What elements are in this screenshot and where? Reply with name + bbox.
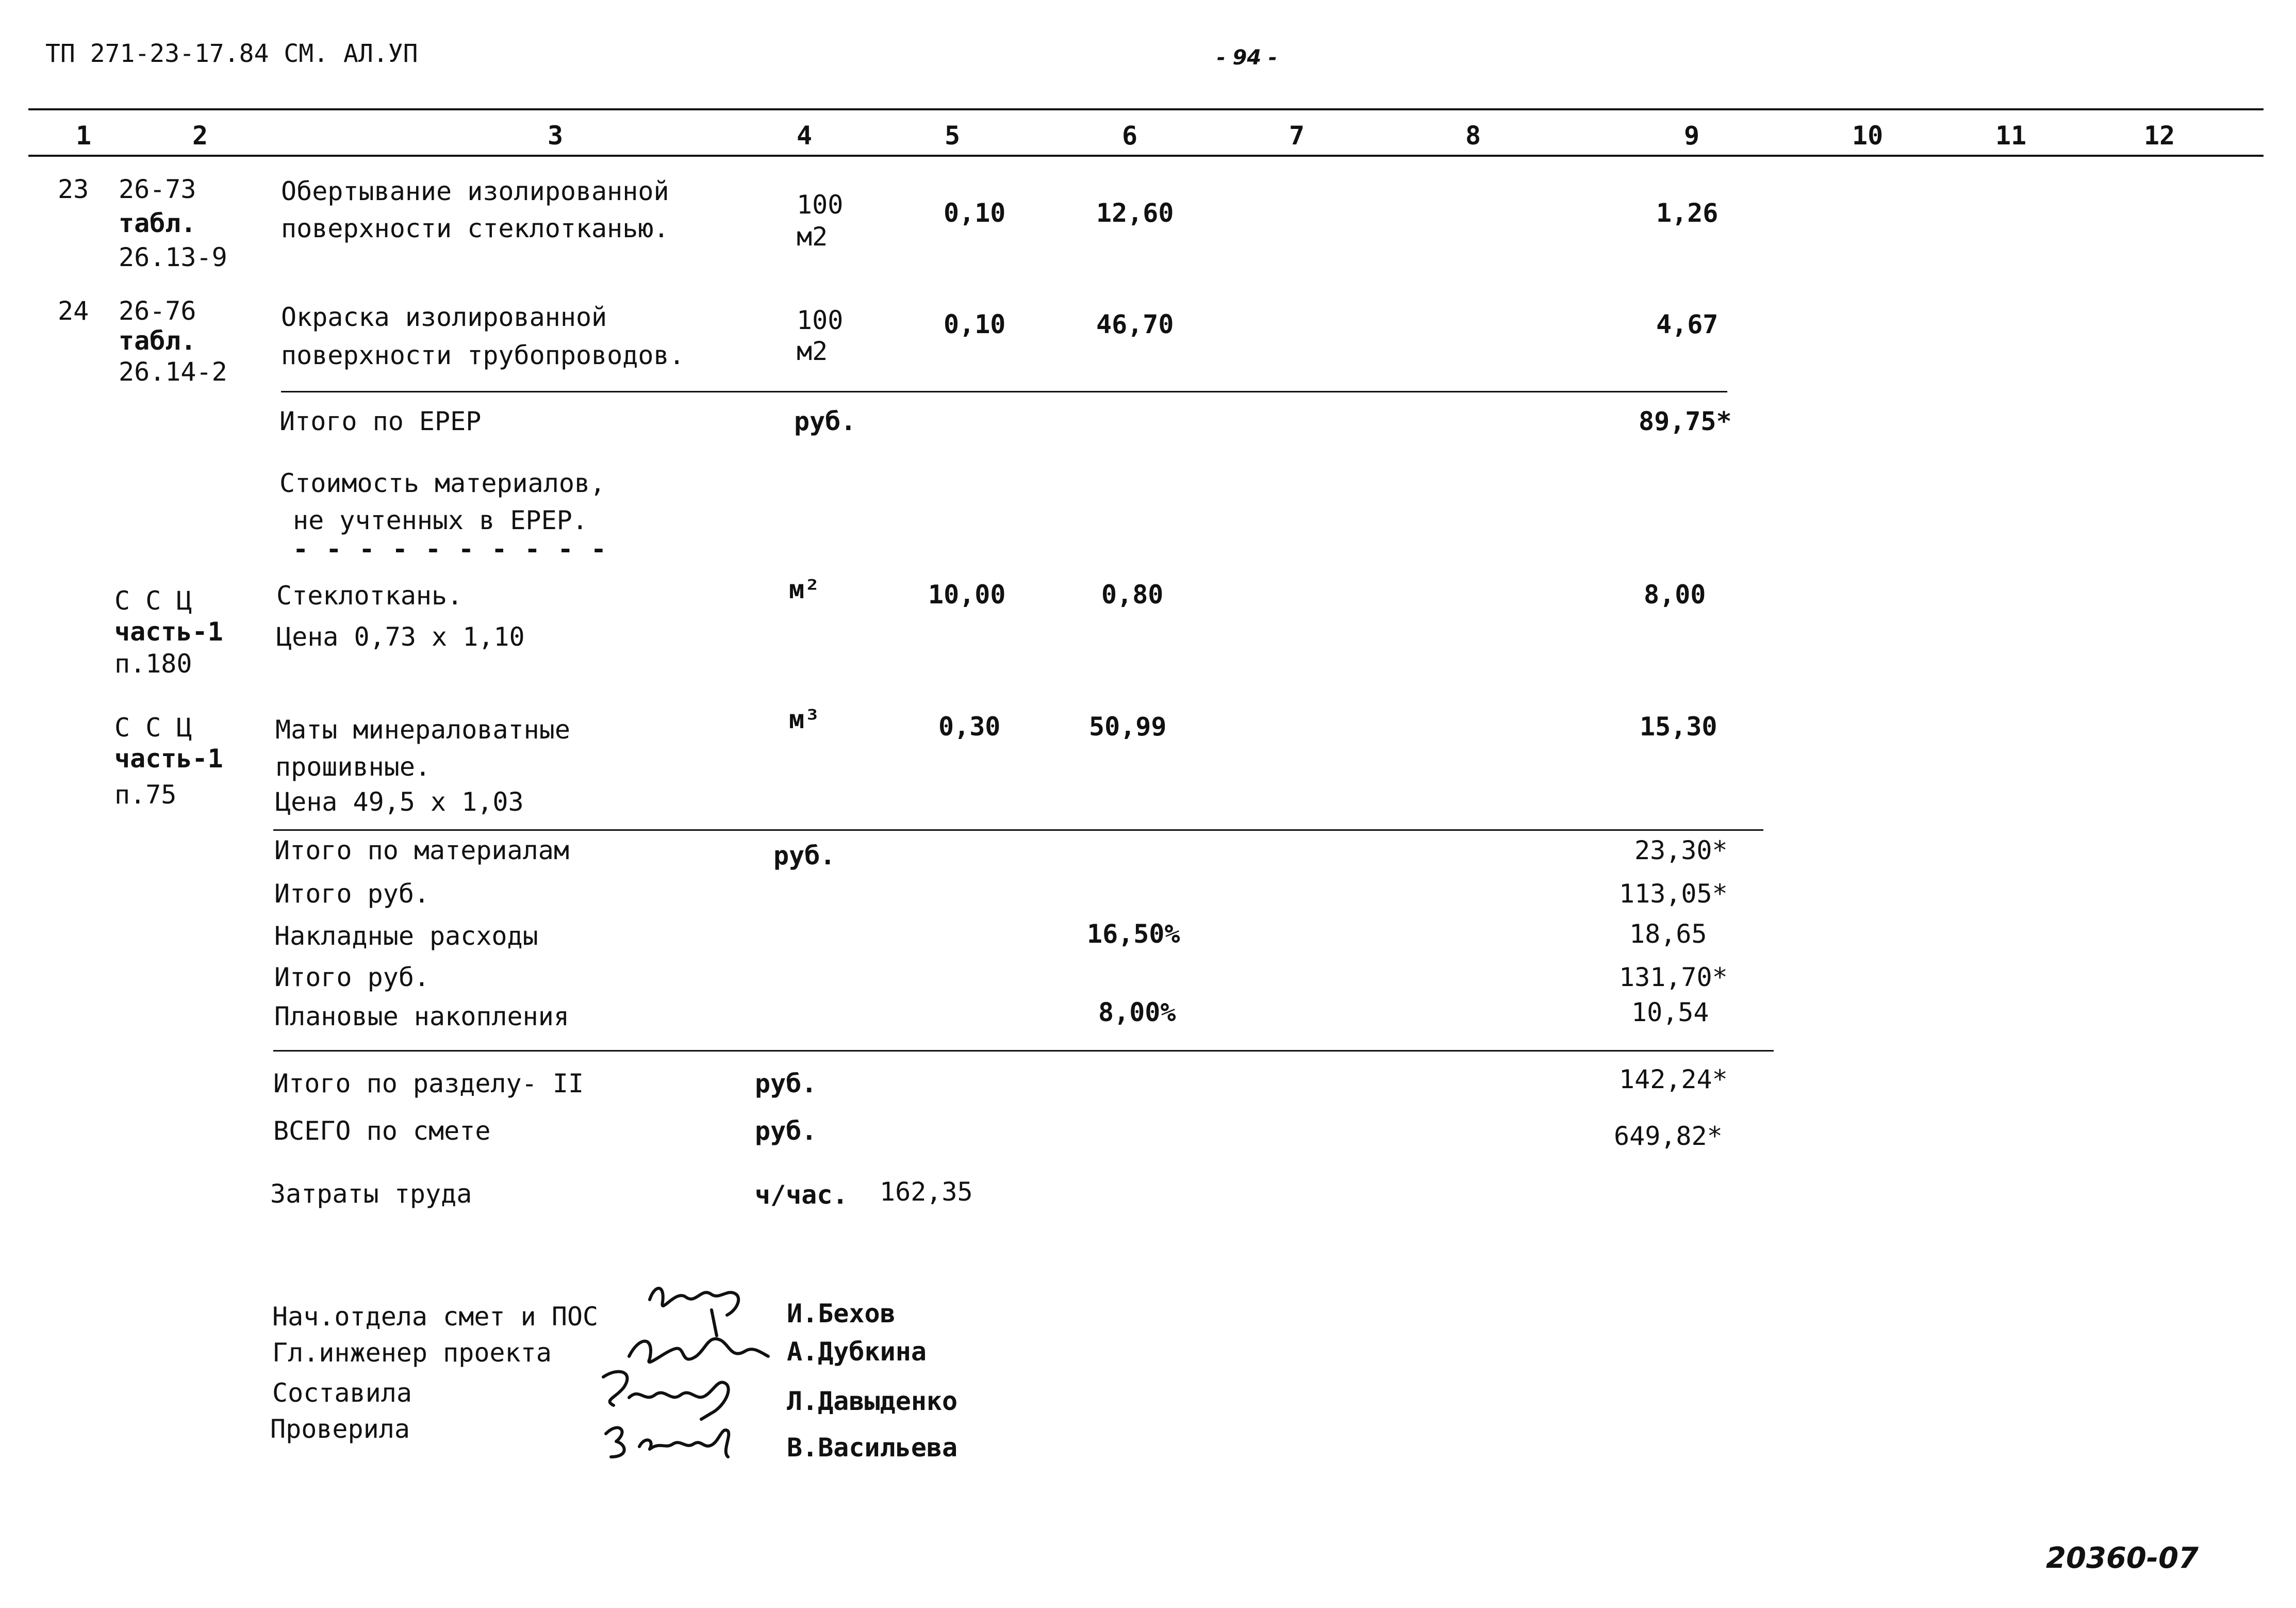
norm-ref: 26-76: [119, 296, 196, 326]
unit: 100: [797, 190, 844, 220]
column-number: 9: [1684, 121, 1700, 151]
norm-ref: 26.13-9: [119, 242, 227, 272]
material-price: 0,80: [1101, 580, 1164, 610]
signatory-name: В.Васильева: [787, 1433, 958, 1463]
grand-total-label: ВСЕГО по смете: [273, 1116, 491, 1146]
material-quantity: 10,00: [928, 580, 1006, 610]
summary-total: 23,30*: [1634, 835, 1728, 865]
summary-total: 18,65: [1629, 919, 1707, 949]
material-name: Маты минераловатные: [275, 715, 570, 745]
material-name: Цена 0,73 х 1,10: [276, 622, 525, 652]
price-ref: п.75: [114, 780, 177, 810]
materials-heading: Стоимость материалов,: [279, 468, 606, 498]
material-total: 8,00: [1644, 580, 1706, 610]
work-name: Обертывание изолированной: [281, 176, 669, 206]
column-number: 3: [548, 121, 564, 151]
column-number: 4: [797, 121, 813, 151]
price-ref: С С Ц: [114, 713, 192, 743]
material-name: прошивные.: [275, 752, 431, 782]
unit-price: 12,60: [1096, 198, 1174, 228]
price-ref: часть-1: [114, 617, 223, 647]
norm-ref: 26-73: [119, 174, 196, 204]
materials-total-rule: [273, 829, 1763, 831]
labor-label: Затраты труда: [270, 1179, 472, 1209]
signatory-name: Л.Давыденко: [787, 1386, 958, 1416]
material-total: 15,30: [1640, 712, 1717, 742]
unit: м2: [797, 336, 828, 366]
signatory-role: Гл.инженер проекта: [272, 1338, 552, 1368]
materials-heading: не учтенных в ЕРЕР.: [293, 505, 588, 535]
column-number: 2: [192, 121, 208, 151]
column-number: 12: [2144, 121, 2175, 151]
section-total-label: Итого по разделу- II: [273, 1069, 584, 1098]
summary-label: Накладные расходы: [274, 921, 538, 951]
total-cost: 4,67: [1656, 309, 1719, 339]
material-unit: м²: [789, 575, 820, 604]
work-name: поверхности стеклотканью.: [281, 214, 669, 243]
price-ref: часть-1: [114, 744, 223, 774]
subtotal-unit: руб.: [794, 406, 856, 436]
material-name: Цена 49,5 х 1,03: [275, 787, 524, 817]
signatory-name: И.Бехов: [787, 1299, 896, 1328]
material-name: Стеклоткань.: [276, 581, 463, 611]
summary-total: 113,05*: [1619, 879, 1728, 909]
unit: 100: [797, 305, 844, 335]
material-unit: м³: [789, 704, 820, 734]
norm-ref: табл.: [119, 208, 196, 238]
material-price: 50,99: [1089, 712, 1167, 742]
subtotal-label: Итого по ЕРЕР: [279, 406, 482, 436]
signatory-role: Составила: [272, 1378, 412, 1408]
unit: м2: [797, 222, 828, 252]
unit-price: 46,70: [1096, 309, 1174, 339]
work-name: Окраска изолированной: [281, 302, 607, 332]
summary-label: Итого по материалам: [274, 835, 569, 865]
summary-label: Итого руб.: [274, 962, 430, 992]
total-cost: 1,26: [1656, 198, 1719, 228]
table-top-rule: [28, 108, 2264, 110]
column-number: 6: [1122, 121, 1138, 151]
subtotal-total: 89,75*: [1639, 406, 1732, 436]
summary-total: 131,70*: [1619, 962, 1728, 992]
norm-ref: 26.14-2: [119, 357, 227, 387]
summary-total: 10,54: [1631, 997, 1709, 1027]
summary-percent: 8,00%: [1098, 997, 1176, 1027]
work-name: поверхности трубопроводов.: [281, 340, 685, 370]
column-number: 5: [945, 121, 961, 151]
section-total-unit: руб.: [755, 1069, 817, 1098]
grand-total-value: 649,82*: [1614, 1121, 1723, 1151]
column-number: 11: [1995, 121, 2027, 151]
subtotal-rule: [281, 391, 1727, 392]
grand-total-unit: руб.: [755, 1116, 817, 1146]
signatory-name: А.Дубкина: [787, 1337, 927, 1367]
page-number: - 94 -: [1217, 46, 1277, 70]
summary-label: Плановые накопления: [274, 1002, 569, 1031]
row-number: 23: [58, 174, 89, 204]
price-ref: п.180: [114, 649, 192, 679]
signatory-role: Проверила: [270, 1414, 410, 1444]
quantity: 0,10: [944, 198, 1006, 228]
summary-unit: руб.: [773, 841, 836, 871]
material-quantity: 0,30: [938, 712, 1001, 742]
column-number: 8: [1465, 121, 1481, 151]
summary-label: Итого руб.: [274, 879, 430, 909]
norm-ref: табл.: [119, 326, 196, 356]
column-number: 10: [1852, 121, 1884, 151]
materials-heading-underline: - - - - - - - - - -: [293, 534, 607, 564]
table-header-rule: [28, 155, 2264, 157]
summary-percent: 16,50%: [1087, 919, 1180, 949]
section-total-value: 142,24*: [1619, 1064, 1728, 1094]
quantity: 0,10: [944, 309, 1006, 339]
handwritten-signature: [593, 1413, 737, 1465]
section-total-rule: [273, 1050, 1774, 1052]
archive-number: 20360-07: [2046, 1541, 2199, 1575]
column-number: 7: [1289, 121, 1305, 151]
price-ref: С С Ц: [114, 586, 192, 616]
labor-value: 162,35: [880, 1177, 973, 1207]
labor-unit: ч/час.: [755, 1180, 848, 1210]
column-number: 1: [76, 121, 92, 151]
row-number: 24: [58, 296, 89, 326]
signatory-role: Нач.отдела смет и ПОС: [272, 1302, 599, 1332]
document-code: ТП 271-23-17.84 СМ. АЛ.УП: [45, 39, 418, 68]
